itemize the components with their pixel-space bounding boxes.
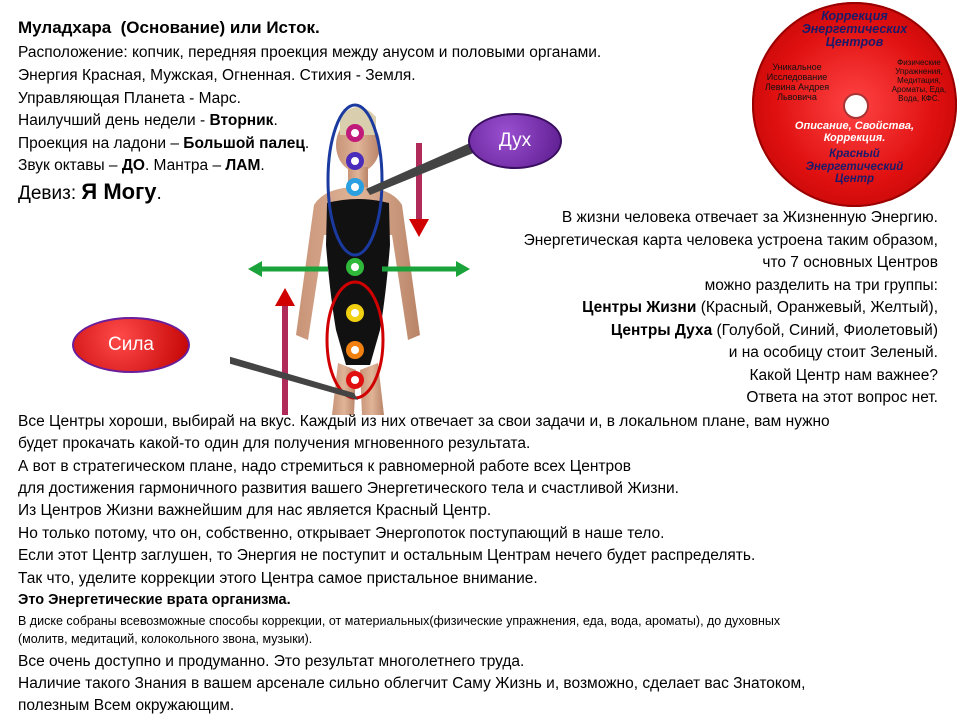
crown-chakra-icon bbox=[346, 124, 364, 142]
body-line-10: Все очень доступно и продуманно. Это результат многолетнего труда. bbox=[18, 653, 525, 670]
body-line-5: Из Центров Жизни важнейшим для нас является Красный Центр. bbox=[18, 502, 492, 519]
right-line-7: и на особицу стоит Зеленый. bbox=[728, 344, 938, 361]
right-text-block bbox=[524, 207, 938, 410]
sound-line: Звук октавы – ДО. Мантра – ЛАМ. bbox=[18, 157, 265, 174]
small-line-1: В диске собраны всевозможные способы коррекции, от материальных(физические упражнения, еда, вода, ароматы), до духовных bbox=[18, 614, 781, 628]
body-line-6: Но только потому, что он, собственно, открывает Энергопоток поступающий в наше тело. bbox=[18, 525, 665, 542]
palm-label: Проекция на ладони – bbox=[18, 135, 184, 152]
right-line-1: В жизни человека отвечает за Жизненную Энергию. bbox=[561, 209, 938, 226]
body-line-11: Наличие такого Знания в вашем арсенале сильно облегчит Саму Жизнь и, возможно, сделает вас Знатоком, bbox=[18, 675, 806, 692]
spirit-centers-line bbox=[524, 320, 938, 343]
motto-label: Девиз: bbox=[18, 183, 82, 204]
disc-bottom-title: Красный Энергетический Центр bbox=[805, 148, 904, 185]
body-line-3: А вот в стратегическом плане, надо стремиться к равномерной работе всех Центров bbox=[18, 458, 631, 475]
energy-line: Энергия Красная, Мужская, Огненная. Стихия - Земля. bbox=[18, 67, 416, 84]
red-arrow-up-icon bbox=[275, 288, 295, 415]
disc-title: Коррекция Энергетических Центров bbox=[801, 9, 908, 49]
green-arrow-right-icon bbox=[382, 261, 470, 277]
day-line: Наилучший день недели - Вторник. bbox=[18, 112, 278, 129]
title-or: или Исток. bbox=[229, 18, 320, 37]
right-line-2: Энергетическая карта человека устроена таким образом, bbox=[523, 231, 938, 249]
root-chakra-icon bbox=[346, 371, 364, 389]
planet-line: Управляющая Планета - Марс. bbox=[18, 90, 241, 107]
body-line-4: для достижения гармоничного развития вашего Энергетического тела и счастливой Жизни. bbox=[18, 480, 679, 497]
title-name: Муладхара bbox=[18, 18, 112, 37]
product-disc bbox=[752, 2, 957, 207]
third-eye-chakra-icon bbox=[346, 152, 364, 170]
right-line-8: Какой Центр нам важнее? bbox=[749, 366, 938, 384]
spirit-badge: Дух bbox=[468, 113, 562, 169]
disc-hole bbox=[843, 93, 869, 119]
body-line-7: Если этот Центр заглушен, то Энергия не поступит и остальным Центрам нечего будет распределять. bbox=[18, 547, 756, 564]
motto-value: Я Могу bbox=[81, 179, 157, 204]
body-line-1: Все Центры хороши, выбирай на вкус. Каждый из них отвечает за свои задачи и, в локальном плане, вам нужно bbox=[18, 413, 830, 430]
body-line-9: Это Энергетические врата организма. bbox=[18, 592, 291, 608]
life-centers-list: (Красный, Оранжевый, Желтый), bbox=[696, 299, 938, 316]
disc-left-text: Уникальное Исследование Левина Андрея Львовича bbox=[764, 62, 830, 102]
sacral-chakra-icon bbox=[346, 341, 364, 359]
spirit-centers-list: (Голубой, Синий, Фиолетовый) bbox=[712, 321, 938, 339]
location-line: Расположение: копчик, передняя проекция между анусом и половыми органами. bbox=[18, 44, 602, 61]
red-arrow-down-icon bbox=[409, 143, 429, 237]
small-line-2: (молитв, медитаций, колокольного звона, музыки). bbox=[18, 632, 313, 646]
disc-right-text: Физические Упражнения, Медитация, Ароматы, Еда, Вода, КФС. bbox=[891, 58, 947, 103]
disc-subtitle: Описание, Свойства, Коррекция. bbox=[794, 120, 915, 144]
page-title bbox=[18, 17, 320, 38]
body-line-12: полезным Всем окружающим. bbox=[18, 697, 235, 714]
title-mid: (Основание) bbox=[120, 18, 226, 37]
motto-line: Девиз: Я Могу. bbox=[18, 179, 162, 204]
solar-chakra-icon bbox=[346, 304, 364, 322]
spirit-centers-label: Центры Духа bbox=[610, 321, 713, 339]
palm-line: Проекция на ладони – Большой палец. bbox=[18, 135, 310, 152]
day-value: Вторник bbox=[209, 112, 274, 129]
palm-value: Большой палец bbox=[183, 135, 305, 152]
throat-chakra-icon bbox=[346, 178, 364, 196]
sound-label: Звук октавы – bbox=[18, 157, 122, 174]
right-line-9: Ответа на этот вопрос нет. bbox=[746, 389, 938, 406]
life-centers-label: Центры Жизни bbox=[582, 299, 697, 316]
body-line-2: будет прокачать какой-то один для получения мгновенного результата. bbox=[18, 435, 531, 452]
right-line-3: что 7 основных Центров bbox=[762, 254, 938, 271]
heart-chakra-icon bbox=[346, 258, 364, 276]
mantra-value: ЛАМ bbox=[225, 157, 261, 174]
body-line-8: Так что, уделите коррекции этого Центра самое пристальное внимание. bbox=[18, 570, 538, 587]
force-badge: Сила bbox=[72, 317, 190, 373]
sound-value: ДО bbox=[121, 157, 145, 174]
mantra-label: . Мантра – bbox=[144, 157, 226, 174]
right-line-4: можно разделить на три группы: bbox=[704, 276, 938, 294]
day-label: Наилучший день недели - bbox=[18, 112, 210, 129]
life-centers-line bbox=[524, 297, 938, 320]
